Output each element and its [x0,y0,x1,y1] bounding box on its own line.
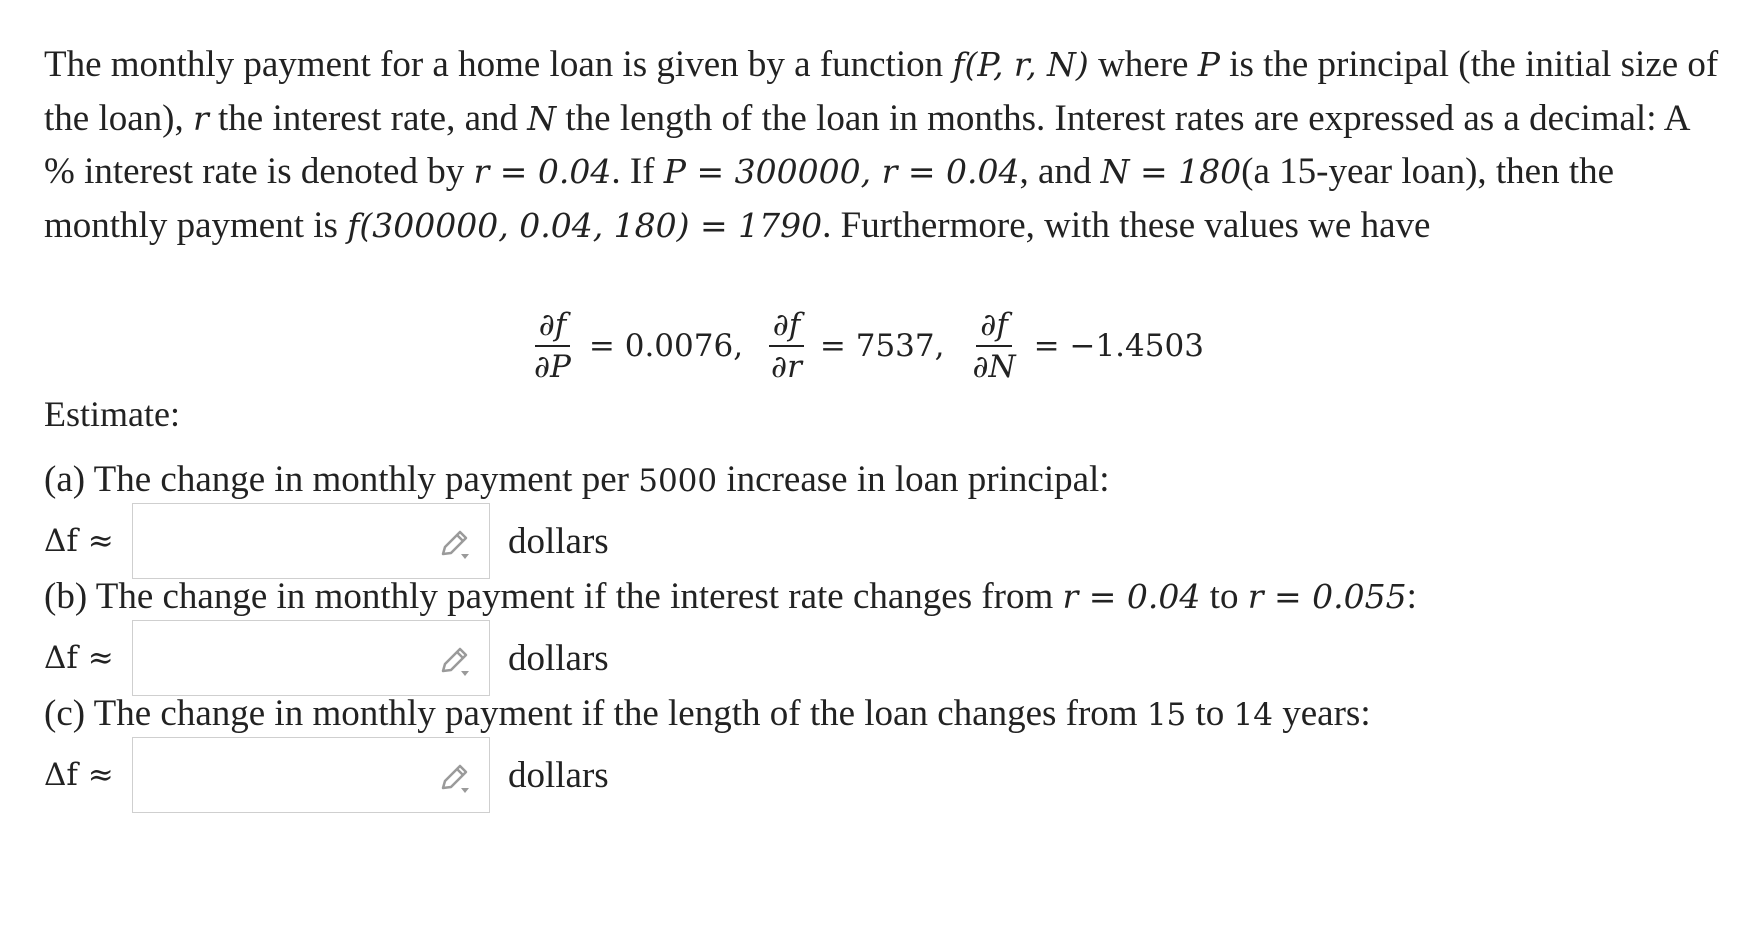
unit-dollars: dollars [508,520,609,562]
denominator: ∂P [534,349,571,385]
math-r-from: r = 0.04 [1062,577,1201,616]
intro-text-3: is the principal (the initial size of the loan), [44,44,1719,139]
partial-derivatives [524,286,1222,406]
answer-b-box [132,620,490,696]
math-n: N [527,98,557,138]
intro-text-9: . Furthermore, with these values we have [822,204,1431,246]
math-p-equals: P = 300000, r = 0.04 [663,152,1020,191]
answer-c-input[interactable] [133,738,433,812]
answer-a-box [132,503,490,579]
question-c-text-3: years: [1273,693,1371,734]
question-b [44,575,1417,618]
question-a [44,458,1110,501]
answer-row-c [44,736,609,814]
pencil-icon[interactable] [435,524,475,564]
estimate-label: Estimate: [44,394,180,434]
math-n-equals: N = 180 [1100,152,1242,191]
numerator: ∂f [769,305,805,347]
math-p: P [1197,45,1220,84]
df-dr-value: = 7537, [819,328,945,364]
delta-f-approx: Δf ≈ [44,523,114,559]
answer-row-a [44,502,609,580]
denominator: ∂N [972,349,1016,385]
question-a-number: 5000 [638,463,718,499]
question-c-number-1: 15 [1146,697,1187,733]
answer-b-input[interactable] [133,621,433,695]
intro-text-7: , and [1019,151,1101,192]
intro-text-2: where [1088,44,1198,85]
problem-statement [44,38,1724,252]
answer-a-input[interactable] [133,504,433,578]
unit-dollars: dollars [508,637,609,679]
question-c-text-2: to [1186,693,1234,734]
math-f-of-p-r-n: f(P, r, N) [952,45,1089,84]
question-c-text-1: (c) The change in monthly payment if the length of the loan changes from [44,693,1147,734]
numerator: ∂f [976,305,1012,347]
df-dn-value: = −1.4503 [1033,328,1204,364]
intro-text-6: . If [611,151,664,192]
intro-text-8: (a 15-year loan), then the monthly payment is [44,151,1615,246]
delta-f-approx: Δf ≈ [44,640,114,676]
question-b-text-3: : [1406,576,1417,617]
pencil-icon[interactable] [435,758,475,798]
numerator: ∂f [535,305,571,347]
answer-row-b [44,619,609,697]
intro-text-1: The monthly payment for a home loan is given by a function [44,44,953,85]
problem-container [44,38,1724,796]
df-dp-value: = 0.0076, [588,328,744,364]
math-r-equals: r = 0.04 [473,152,612,191]
question-b-text-2: to [1200,576,1248,617]
intro-text-4: the interest rate, and [208,97,528,139]
fraction-df-dr [767,305,806,387]
question-b-text-1: (b) The change in monthly payment if the interest rate changes from [44,576,1063,617]
question-a-text-1: (a) The change in monthly payment per [44,459,639,500]
question-c [44,692,1371,735]
delta-f-approx: Δf ≈ [44,757,114,793]
math-r: r [192,98,209,138]
question-c-number-2: 14 [1233,697,1273,733]
math-f-equals: f(300000, 0.04, 180) = 1790 [347,205,823,245]
fraction-df-dn [968,305,1019,387]
denominator: ∂r [771,349,802,385]
math-r-to: r = 0.055 [1247,577,1407,616]
pencil-icon[interactable] [435,641,475,681]
answer-c-box [132,737,490,813]
fraction-df-dp [530,305,575,387]
intro-text-5: the length of the loan in months. Interest rates are expressed as a decimal: A % interest rate is denoted by [44,97,1689,192]
unit-dollars: dollars [508,754,609,796]
question-a-text-2: increase in loan principal: [717,459,1110,500]
